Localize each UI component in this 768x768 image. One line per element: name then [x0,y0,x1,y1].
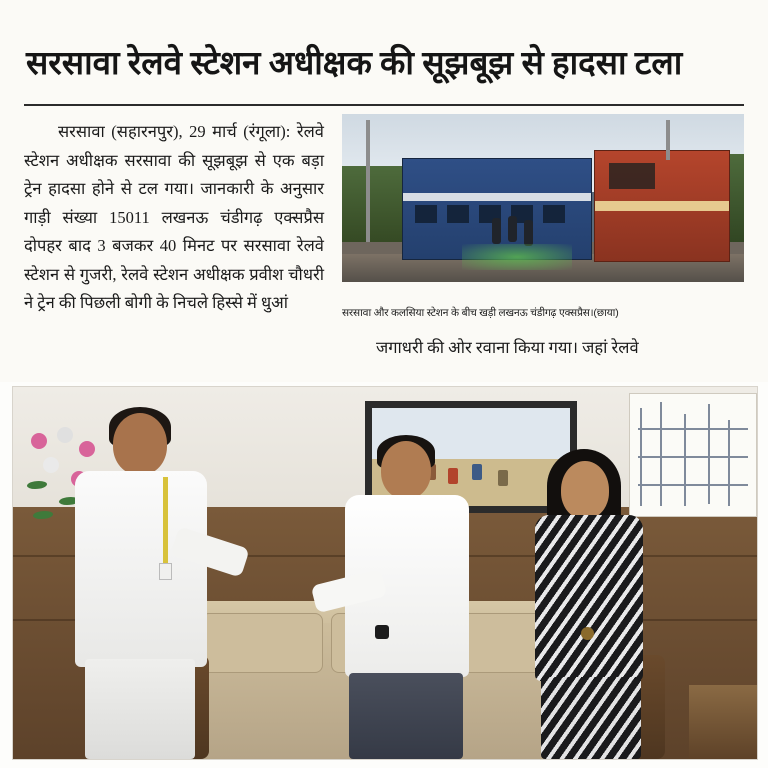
trousers [85,659,195,759]
sofa-cushion [201,613,323,673]
loco-stripe [595,201,729,211]
flower [79,441,95,457]
person-on-track [492,218,501,244]
map-route-line [638,428,748,430]
newspaper-clipping [0,0,768,382]
person-on-track [508,216,517,242]
head [561,461,609,519]
coach-window [543,205,565,223]
article-body [24,118,324,318]
map-route-line [708,404,710,504]
article-body-text: सरसावा (सहारनपुर), 29 मार्च (रंगूला): रेलवे स्टेशन अधीक्षक सरसावा की सूझबूझ से एक बड़ा ट्रेन हादसा होने से टल गया। जानकारी के अनुसार गाड़ी संख्या 15011 लखनऊ चंडीगढ़ एक्सप्रैस दोपहर बाद 3 बजकर 40 मिनट पर सरसावा रेलवे स्टेशन से गुजरी, रेलवे स्टेशन अधीक्षक प्रवीश चौधरी ने ट्रेन की पिछली बोगी के निचले हिस्से में धुआं [24,122,324,312]
flower [57,427,73,443]
id-badge [159,563,172,580]
flower [43,457,59,473]
headline: सरसावा रेलवे स्टेशन अधीक्षक की सूझबूझ से हादसा टला [26,46,683,82]
painting-figure [498,470,508,486]
map-route-line [728,420,730,506]
coach-window [447,205,469,223]
coach-stripe [403,193,591,201]
award-photograph [12,386,758,760]
lanyard [163,477,168,563]
photo-caption: सरसावा और कलसिया स्टेशन के बीच खड़ी लखनऊ चंडीगढ़ एक्सप्रैस।(छाया) [342,307,619,319]
painting-figure [448,468,458,484]
lower-garment [541,677,641,759]
coach-window [415,205,437,223]
loco-cab-window [609,163,655,189]
foreground-foliage [462,244,572,270]
map-route-line [638,456,748,458]
leaf [33,511,53,519]
torso-printed-suit [535,515,643,681]
article-continuation: जगाधरी की ओर रवाना किया गया। जहां रेलवे [376,338,639,357]
wall-map [629,393,757,517]
map-route-line [660,402,662,506]
catenary-pole [366,120,370,242]
trousers [349,673,463,759]
flower [31,433,47,449]
wristwatch [581,627,594,640]
map-route-line [638,484,748,486]
person-on-track [524,220,533,246]
head [381,441,431,499]
head [113,413,167,475]
train-photo [342,114,744,282]
office-desk [689,685,757,759]
torso-shirt [75,471,207,667]
leaf [27,481,47,489]
wristwatch [375,625,389,639]
headline-divider [24,104,744,106]
train-locomotive [594,150,730,262]
painting-figure [472,464,482,480]
catenary-pole [666,120,670,160]
